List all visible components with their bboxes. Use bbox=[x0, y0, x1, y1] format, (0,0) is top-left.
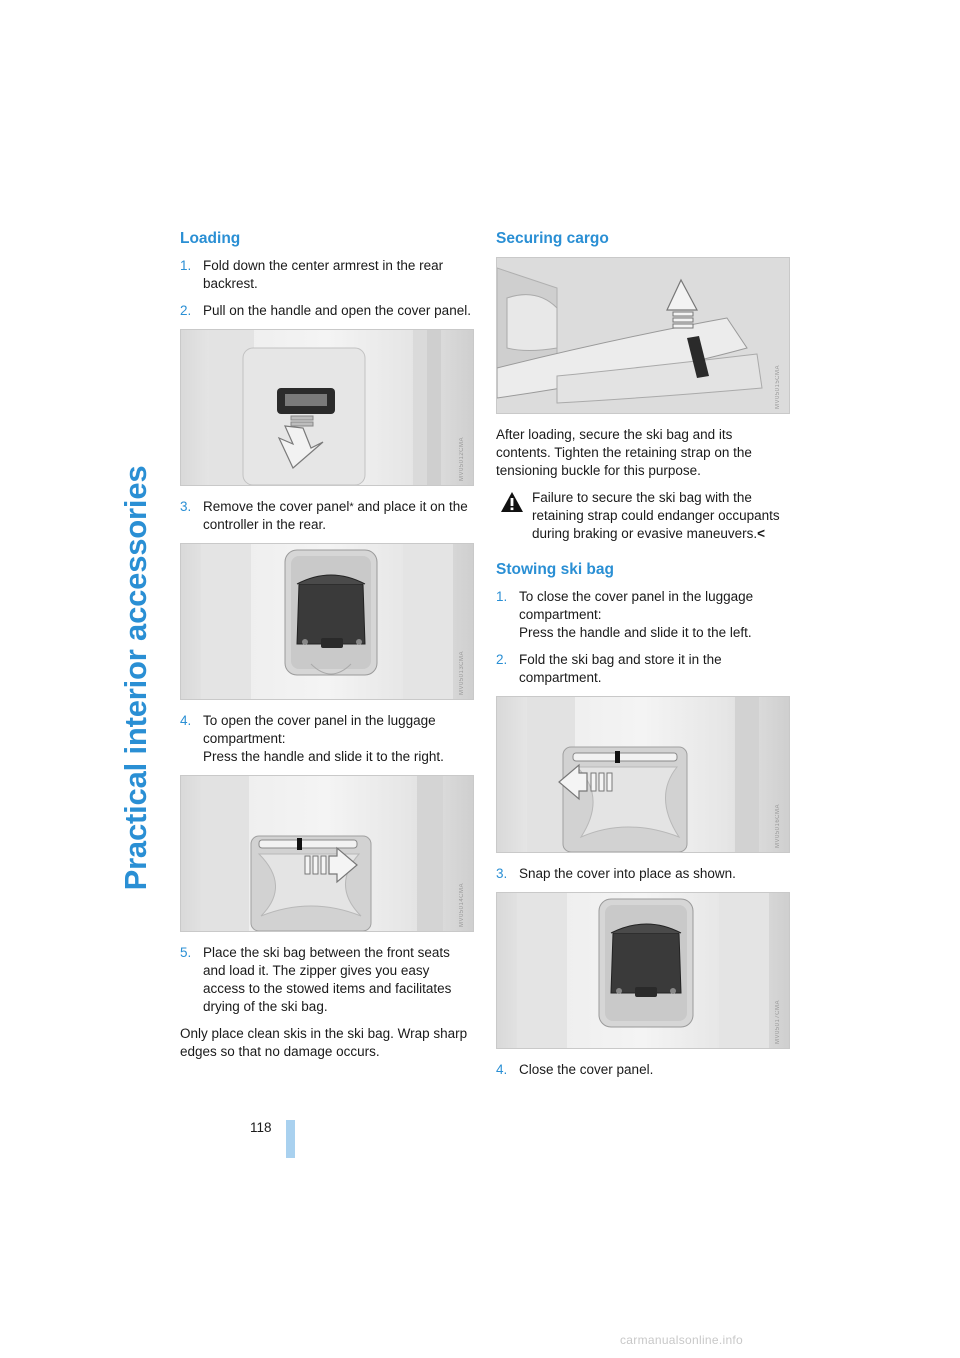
list-item: 2. Pull on the handle and open the cover panel. bbox=[180, 303, 471, 318]
figure-code: MV05014CMA bbox=[459, 882, 465, 927]
loading-steps-cont-3 bbox=[180, 944, 474, 1016]
list-item: 1. To close the cover panel in the luggage compartment: Press the handle and slide it to the left. bbox=[496, 589, 754, 640]
figure-code: MV05012CMA bbox=[459, 436, 465, 481]
stowing-steps bbox=[496, 588, 790, 687]
list-item: 3. Snap the cover into place as shown. bbox=[496, 866, 736, 881]
warning-text: Failure to secure the ski bag with the retaining strap could endanger occupants during braking or evasive maneuvers. bbox=[532, 490, 780, 541]
paragraph-after-loading: After loading, secure the ski bag and its contents. Tighten the retaining strap on the tensioning buckle for this purpose. bbox=[496, 427, 752, 478]
stowing-steps-cont-2 bbox=[496, 1061, 790, 1079]
figure-slide-handle-left bbox=[496, 696, 790, 853]
figure-code: MV05015CMA bbox=[775, 364, 781, 409]
page-marker-bar bbox=[286, 1120, 295, 1158]
chapter-side-title-text: Practical interior accessories bbox=[118, 465, 153, 891]
warning-note bbox=[496, 489, 790, 543]
page-number: 118 bbox=[250, 1120, 272, 1135]
heading-stowing-ski-bag: Stowing ski bag bbox=[496, 561, 614, 578]
figure-code: MV05013CMA bbox=[459, 650, 465, 695]
list-item: 1. Fold down the center armrest in the rear backrest. bbox=[180, 258, 444, 291]
figure-code: MV05017CMA bbox=[775, 999, 781, 1044]
footer-watermark: carmanualsonline.info bbox=[620, 1333, 744, 1347]
loading-steps-cont-2 bbox=[180, 712, 474, 766]
list-item: 3. Remove the cover panel* and place it on the controller in the rear. bbox=[180, 499, 468, 532]
end-mark: < bbox=[757, 526, 766, 541]
figure-slide-handle-right bbox=[180, 775, 474, 932]
chapter-side-title bbox=[112, 228, 160, 1128]
figure-snap-cover bbox=[496, 892, 790, 1049]
list-item: 2. Fold the ski bag and store it in the compartment. bbox=[496, 652, 722, 685]
right-column bbox=[496, 228, 790, 1088]
list-item: 4. To open the cover panel in the luggage compartment: Press the handle and slide it to the right. bbox=[180, 713, 444, 764]
heading-securing-cargo: Securing cargo bbox=[496, 230, 609, 247]
left-column bbox=[180, 228, 474, 1070]
loading-steps bbox=[180, 257, 474, 320]
paragraph-clean-skis: Only place clean skis in the ski bag. Wrap sharp edges so that no damage occurs. bbox=[180, 1026, 468, 1059]
loading-steps-cont bbox=[180, 498, 474, 534]
figure-retaining-strap bbox=[496, 257, 790, 414]
figure-cover-panel-open bbox=[180, 329, 474, 486]
list-item: 5. Place the ski bag between the front seats and load it. The zipper gives you easy access to the stowed items and facilitates drying of the ski bag. bbox=[180, 945, 452, 1014]
figure-cover-on-controller bbox=[180, 543, 474, 700]
option-star-icon: * bbox=[349, 501, 354, 513]
list-item: 4. Close the cover panel. bbox=[496, 1062, 654, 1077]
stowing-steps-cont bbox=[496, 865, 790, 883]
warning-icon bbox=[500, 491, 524, 513]
heading-loading: Loading bbox=[180, 230, 241, 247]
figure-code: MV05016CMA bbox=[775, 803, 781, 848]
